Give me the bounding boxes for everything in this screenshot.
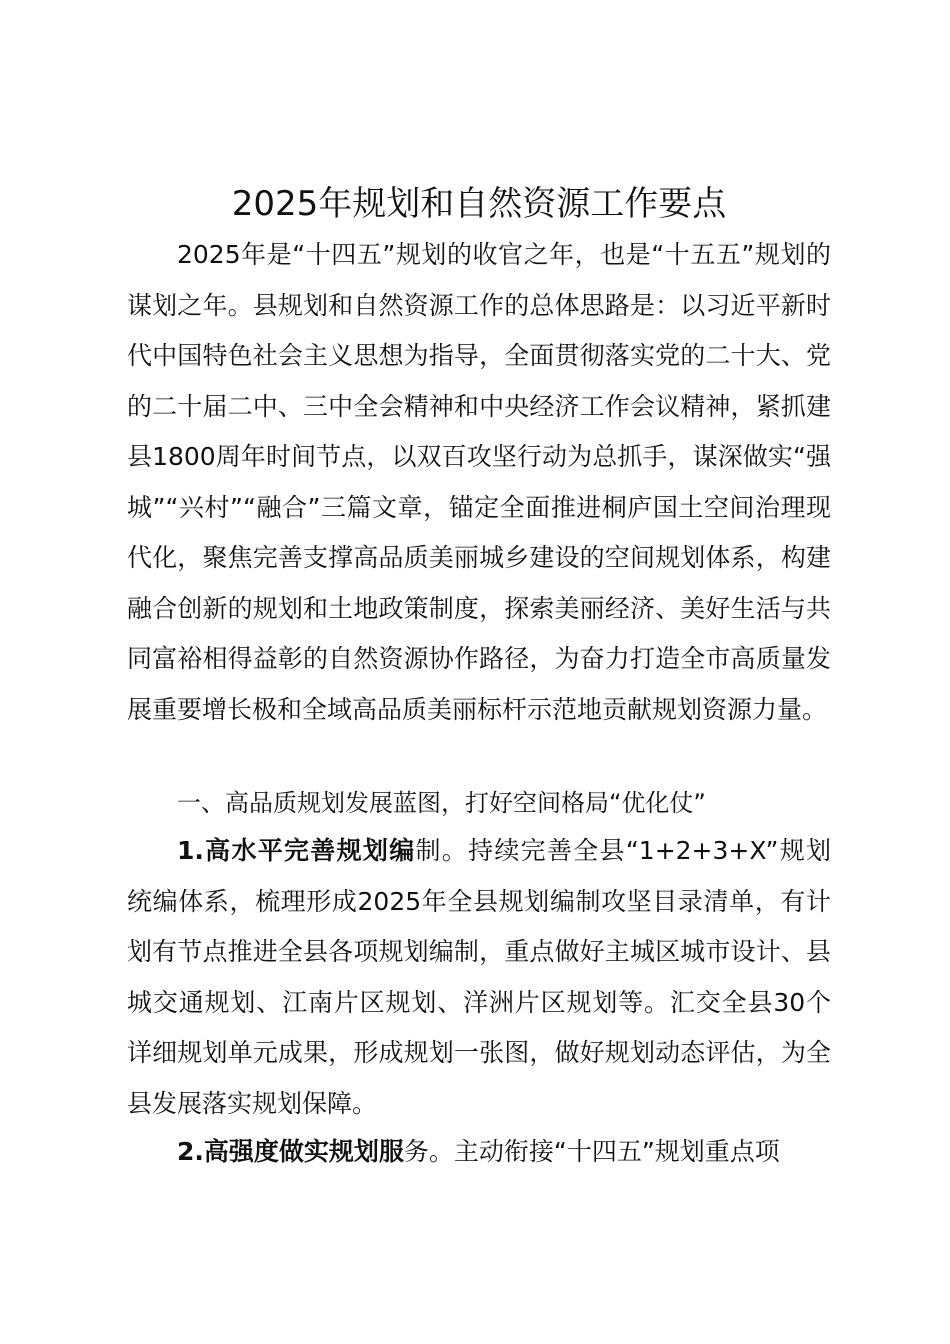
item-paragraph-2 [127,1127,831,1178]
section-heading-1: 一、高品质规划发展蓝图，打好空间格局“优化仗” [177,789,706,817]
intro-paragraph: 2025年是“十四五”规划的收官之年，也是“十五五”规划的谋划之年。县规划和自然资源工作的总体思路是：以习近平新时代中国特色社会主义思想为指导，全面贯彻落实党的二十大、党的二十届二中、三中全会精神和中央经济工作会议精神，紧抓建县1800周年时间节点，以双百攻坚行动为总抓手，谋深做实“强城”“兴村”“融合”三篇文章，锚定全面推进桐庐国土空间治理现代化，聚焦完善支撑高品质美丽城乡建设的空间规划体系，构建融合创新的规划和土地政策制度，探索美丽经济、美好生活与共同富裕相得益彰的自然资源协作路径，为奋力打造全市高质量发展重要增长极和全域高品质美丽标杆示范地贡献规划资源力量。 [127,240,831,724]
item-body-1: 制。持续完善全县“1+2+3+X”规划统编体系，梳理形成2025年全县规划编制攻坚目录清单，有计划有节点推进全县各项规划编制，重点做好主城区城市设计、县城交通规划、江南片区规划、洋洲片区规划等。汇交全县30个详细规划单元成果，形成规划一张图，做好规划动态评估，为全县发展落实规划保障。 [127,836,831,1118]
item-body-2: 务。主动衔接“十四五”规划重点项 [403,1137,780,1166]
item-paragraph-1 [127,826,831,1129]
item-lead-2: 2.高强度做实规划服 [177,1137,404,1166]
document-title: 2025年规划和自然资源工作要点 [231,184,727,224]
item-lead-1: 1.高水平完善规划编 [177,836,416,865]
